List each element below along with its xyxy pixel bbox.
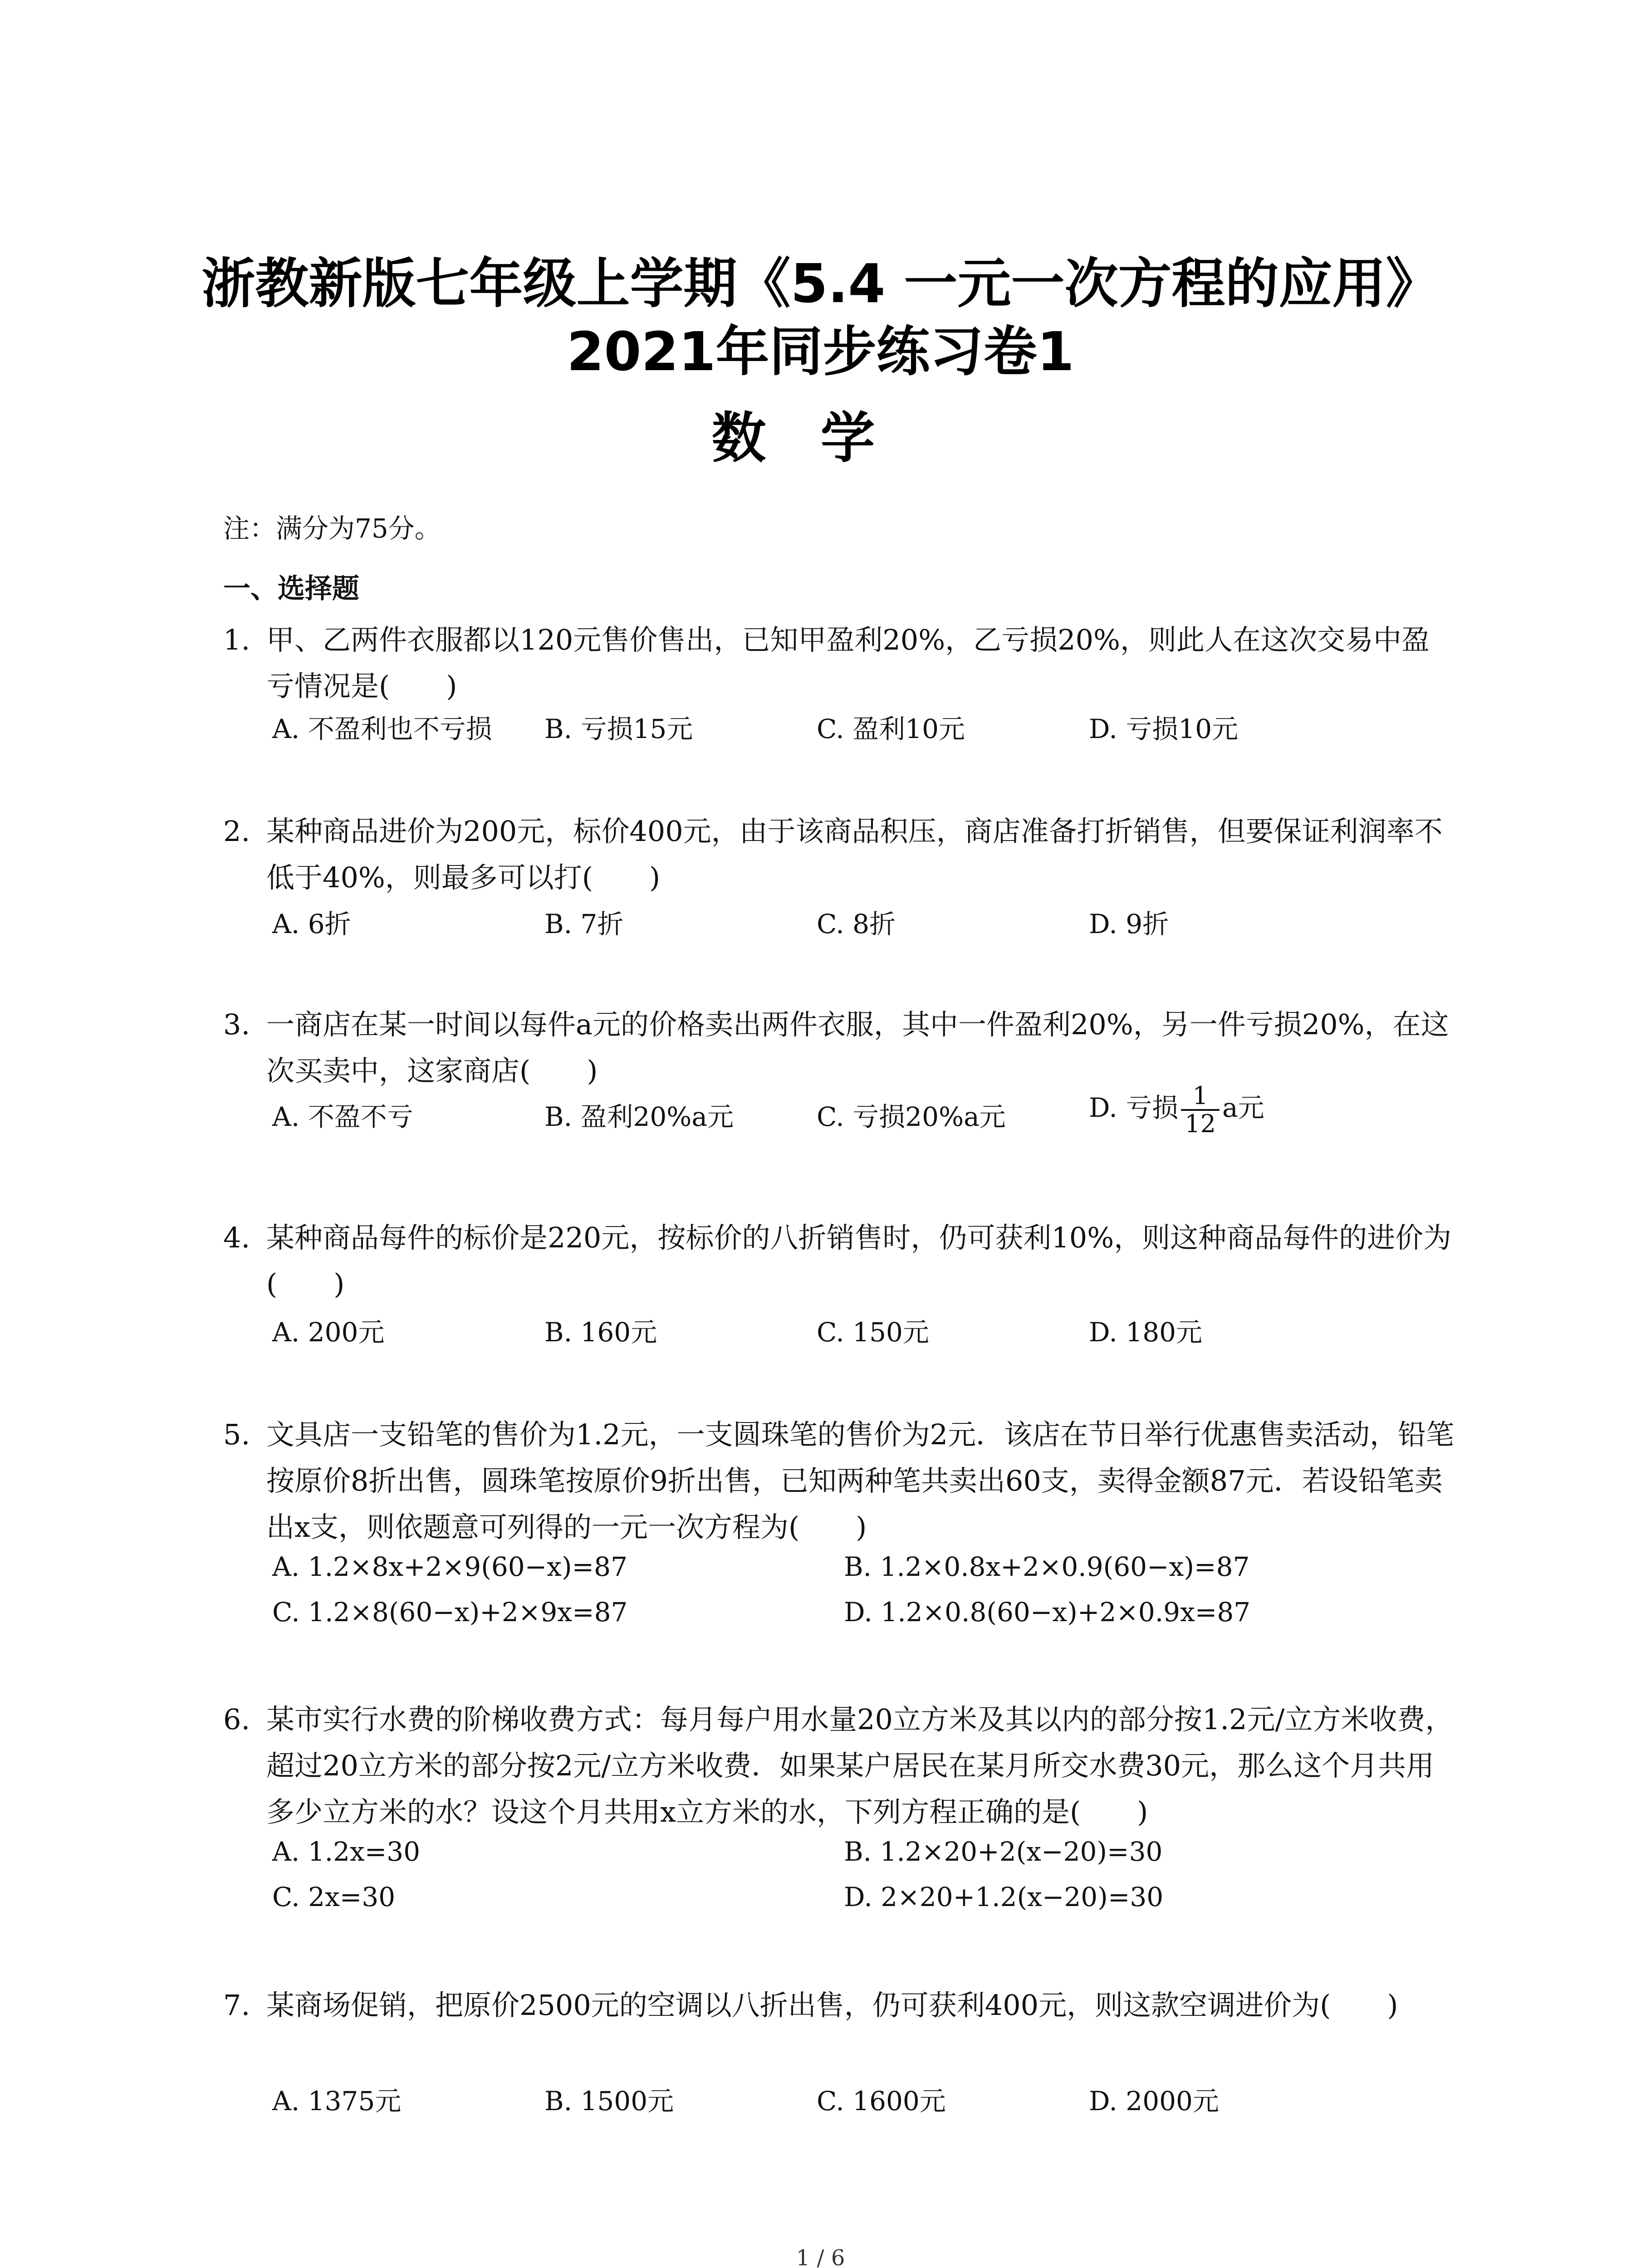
section-heading: 一、选择题 [223,573,359,605]
option-c: C. 亏损20%a元 [817,1101,1006,1132]
option-d [1089,1083,1264,1137]
option-b: B. 7折 [544,909,624,939]
question-5 [223,1412,1457,1550]
option-b: B. 1.2×0.8x+2×0.9(60−x)=87 [844,1551,1250,1582]
question-text: 某市实行水费的阶梯收费方式：每月每户用水量20立方米及其以内的部分按1.2元/立方米收费，超过20立方米的部分按2元/立方米收费．如果某户居民在某月所交水费30元，那么这个月共用多少立方米的水？设这个月共用x立方米的水，下列方程正确的是( ) [266,1703,1454,1828]
question-text: 甲、乙两件衣服都以120元售价售出，已知甲盈利20%，乙亏损20%，则此人在这次交易中盈亏情况是( ) [266,623,1430,703]
question-1 [223,617,1457,709]
option-d: D. 9折 [1089,909,1169,939]
fraction [1181,1083,1220,1137]
option-a: A. 200元 [272,1317,385,1348]
question-6 [223,1696,1457,1835]
question-number: 3. [223,1008,250,1041]
option-d: D. 亏损10元 [1089,714,1239,744]
option-a: A. 1.2x=30 [272,1836,421,1867]
option-b: B. 1.2×20+2(x−20)=30 [844,1836,1163,1867]
question-4 [223,1215,1457,1307]
option-a: A. 6折 [272,909,351,939]
question-text: 某种商品每件的标价是220元，按标价的八折销售时，仍可获利10%，则这种商品每件的进价为( ) [266,1221,1452,1300]
option-a: A. 1.2×8x+2×9(60−x)=87 [272,1551,627,1582]
question-text: 某种商品进价为200元，标价400元，由于该商品积压，商店准备打折销售，但要保证利润率不低于40%，则最多可以打( ) [266,815,1443,894]
option-a: A. 不盈利也不亏损 [272,714,492,744]
question-number: 7. [223,1989,250,2022]
option-c: C. 2x=30 [272,1882,396,1912]
question-number: 6. [223,1703,250,1736]
question-number: 4. [223,1221,250,1254]
subject-heading: 数学 [711,406,930,470]
option-b: B. 1500元 [544,2086,674,2116]
question-text: 某商场促销，把原价2500元的空调以八折出售，仍可获利400元，则这款空调进价为( ) [266,1989,1398,2022]
option-d: D. 180元 [1089,1317,1203,1348]
fraction-numerator: 1 [1181,1083,1220,1111]
option-c: C. 1600元 [817,2086,946,2116]
question-number: 1. [223,623,250,656]
fraction-suffix: a元 [1222,1092,1264,1124]
question-number: 5. [223,1418,250,1451]
question-text: 一商店在某一时间以每件a元的价格卖出两件衣服，其中一件盈利20%，另一件亏损20%，在这次买卖中，这家商店( ) [266,1008,1449,1087]
option-a: A. 1375元 [272,2086,402,2116]
question-2 [223,808,1457,901]
option-a: A. 不盈不亏 [272,1101,413,1132]
option-d: D. 2000元 [1089,2086,1219,2116]
option-d-label: D. 亏损 [1089,1092,1179,1124]
document-title: 浙教新版七年级上学期《5.4 一元一次方程的应用》2021年同步练习卷1 [201,252,1440,383]
option-d: D. 1.2×0.8(60−x)+2×0.9x=87 [844,1597,1251,1628]
option-b: B. 亏损15元 [544,714,693,744]
option-b: B. 盈利20%a元 [544,1101,734,1132]
question-text: 文具店一支铅笔的售价为1.2元，一支圆珠笔的售价为2元．该店在节日举行优惠售卖活动，铅笔按原价8折出售，圆珠笔按原价9折出售，已知两种笔共卖出60支，卖得金额87元．若设铅笔卖出x支，则依题意可列得的一元一次方程为( ) [266,1418,1455,1544]
option-c: C. 1.2×8(60−x)+2×9x=87 [272,1597,628,1628]
option-c: C. 盈利10元 [817,714,965,744]
option-b: B. 160元 [544,1317,657,1348]
page-number: 1 / 6 [796,2245,845,2268]
option-d: D. 2×20+1.2(x−20)=30 [844,1882,1164,1912]
option-c: C. 150元 [817,1317,929,1348]
option-c: C. 8折 [817,909,896,939]
question-7 [223,1982,1457,2028]
question-number: 2. [223,815,250,848]
question-3 [223,1002,1457,1094]
score-note: 注：满分为75分。 [223,513,441,544]
fraction-denominator: 12 [1185,1110,1216,1138]
